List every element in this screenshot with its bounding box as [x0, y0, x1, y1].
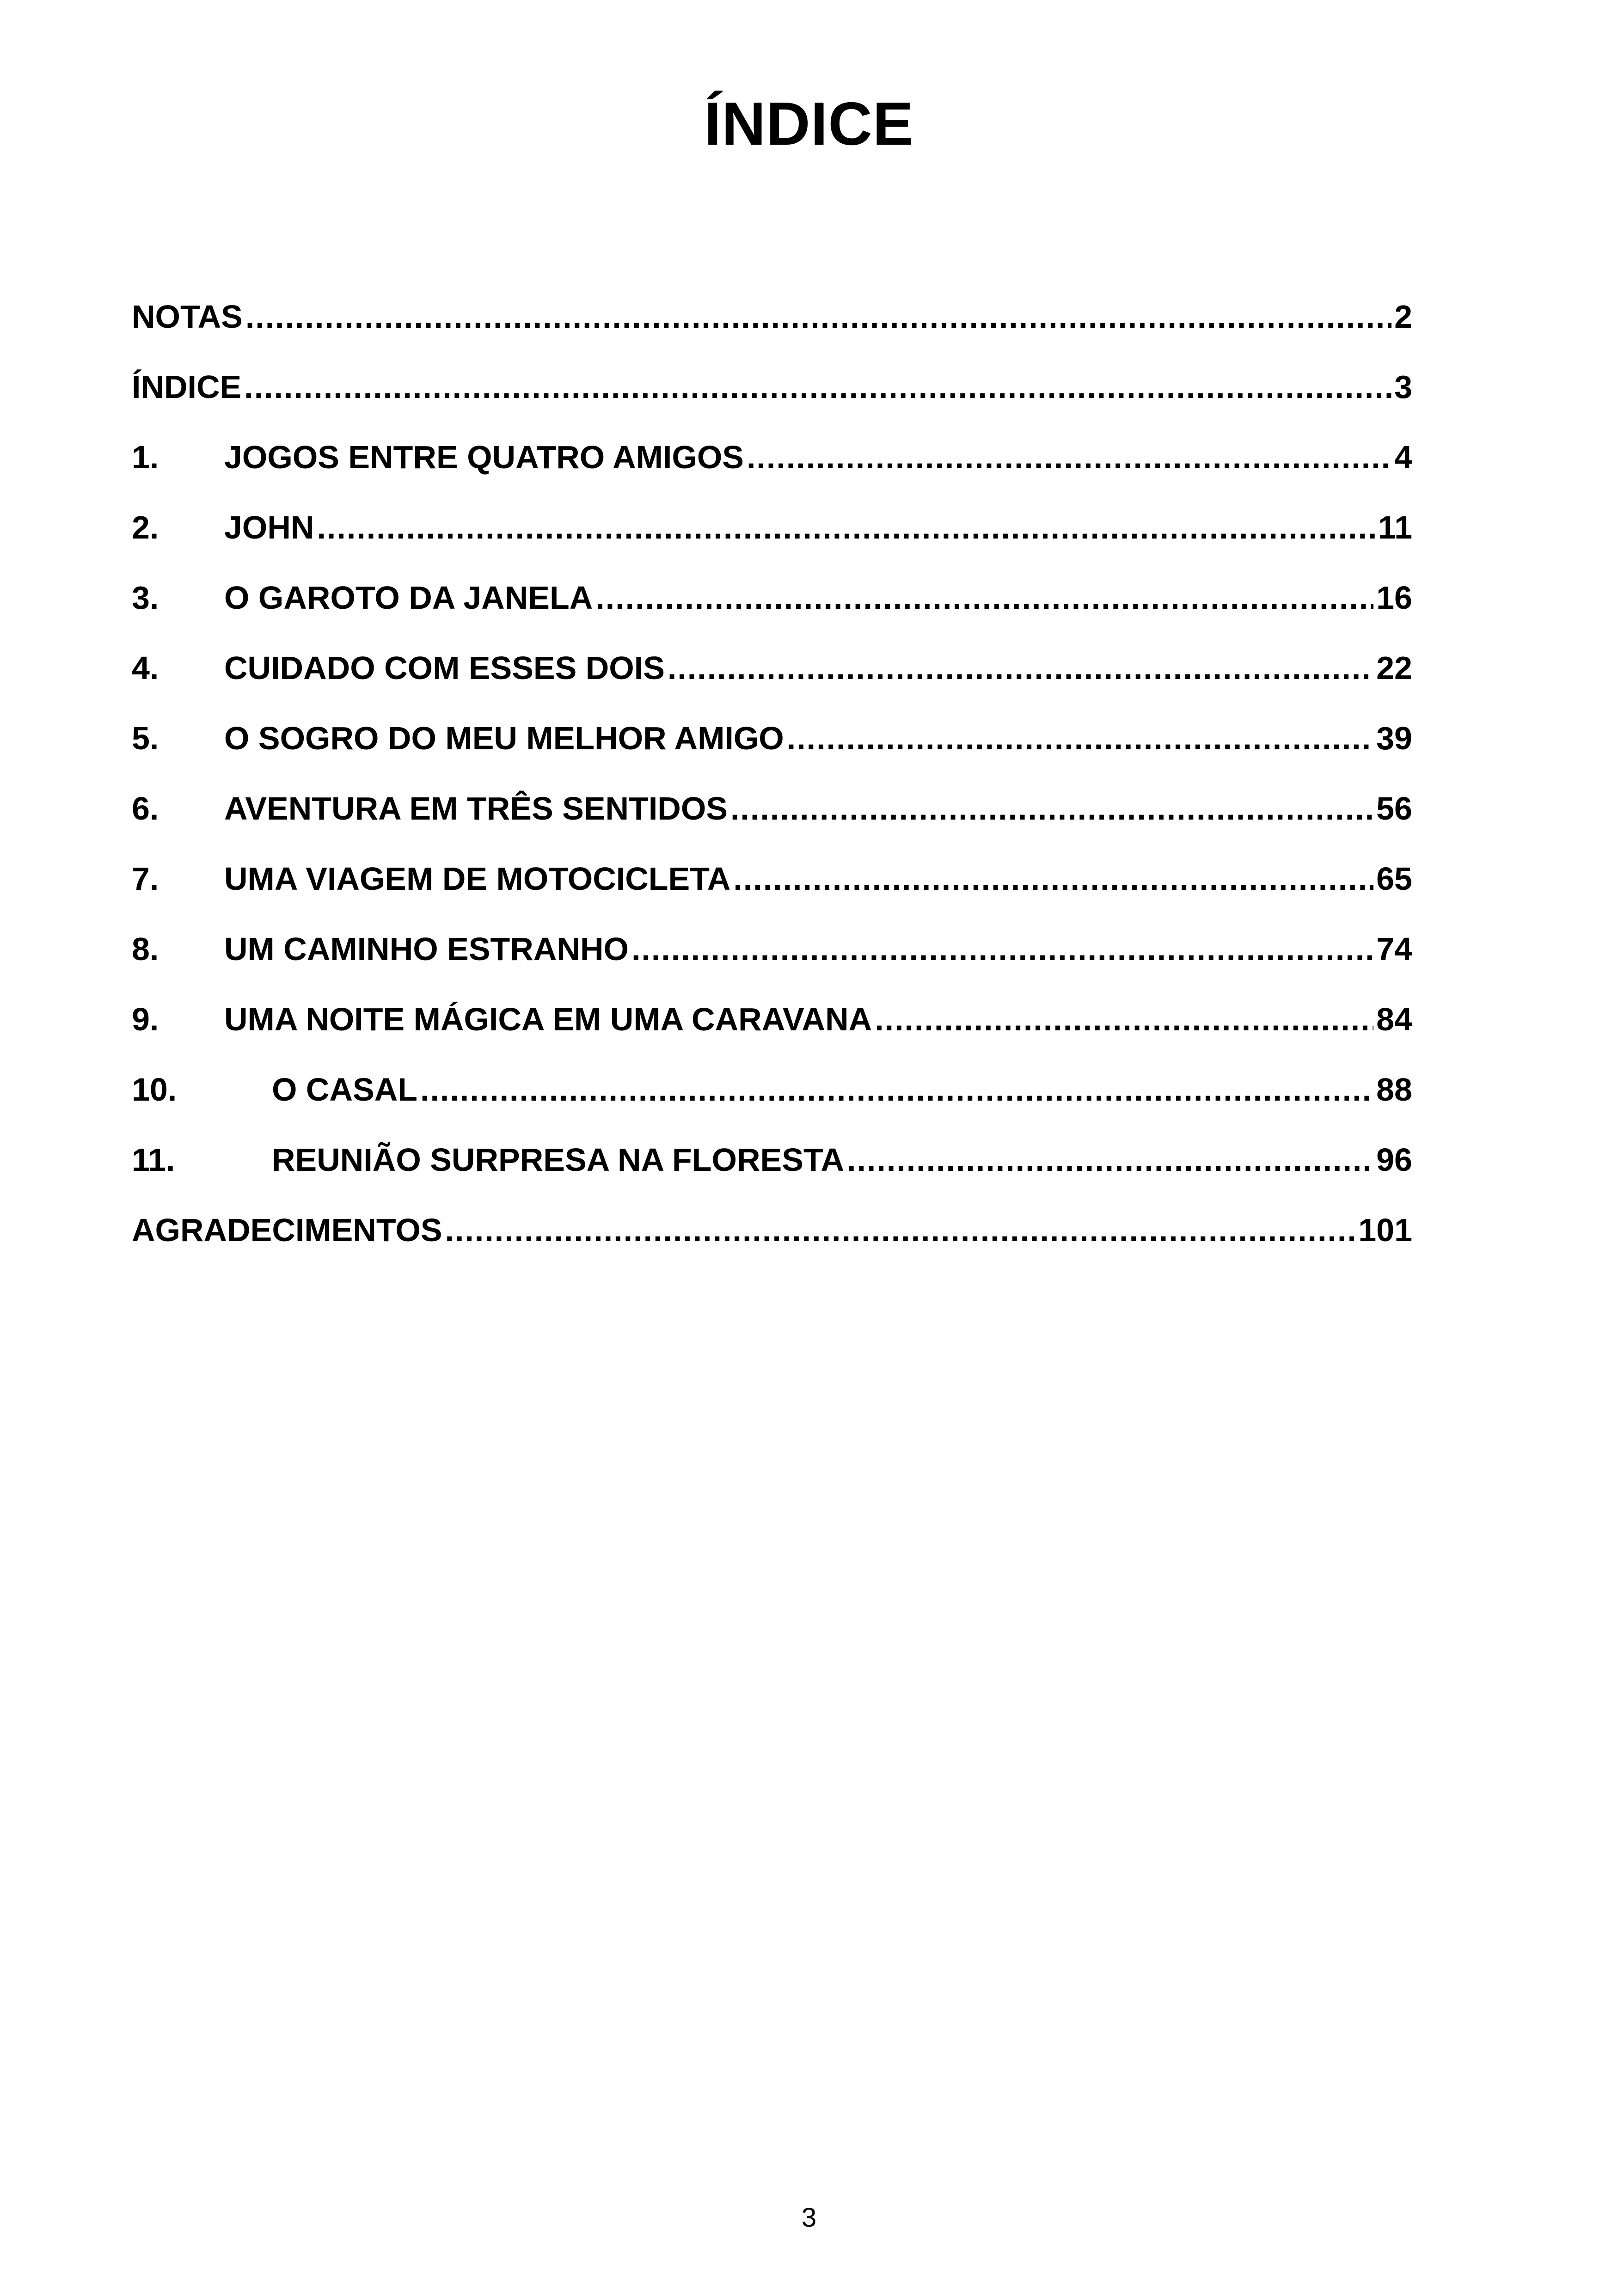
toc-entry-page: 84	[1376, 1001, 1412, 1037]
toc-entry-label: O GAROTO DA JANELA	[224, 580, 593, 616]
toc-entry-chapter-10[interactable]	[132, 1064, 1412, 1115]
dot-leader	[730, 783, 1373, 834]
toc-entry-page: 88	[1376, 1071, 1412, 1108]
toc-entry-chapter-7[interactable]	[132, 853, 1412, 904]
page-title: ÍNDICE	[704, 90, 914, 158]
toc-entry-page: 65	[1376, 861, 1412, 897]
toc-entry-label: CUIDADO COM ESSES DOIS	[224, 650, 665, 686]
dot-leader	[631, 924, 1373, 974]
toc-entry-page: 16	[1376, 580, 1412, 616]
toc-entry-page: 101	[1358, 1212, 1412, 1248]
toc-entry-label: NOTAS	[132, 299, 243, 335]
toc-entry-number: 2.	[132, 509, 159, 545]
toc-entry-page: 3	[1394, 369, 1412, 405]
toc-entry-chapter-4[interactable]	[132, 643, 1412, 693]
toc-entry-number: 9.	[132, 1001, 159, 1037]
toc-entry-chapter-3[interactable]	[132, 572, 1412, 623]
toc-entry-chapter-9[interactable]	[132, 994, 1412, 1045]
dot-leader	[317, 502, 1375, 553]
toc-entry-number: 11.	[132, 1142, 175, 1178]
toc-entry-chapter-2[interactable]	[132, 502, 1412, 553]
toc-entry-page: 56	[1376, 790, 1412, 827]
toc-entry-label: ÍNDICE	[132, 369, 242, 405]
toc-entry-number: 1.	[132, 439, 159, 475]
toc-entry-page: 4	[1394, 439, 1412, 475]
toc-entry-chapter-8[interactable]	[132, 924, 1412, 974]
toc-entry-page: 2	[1394, 299, 1412, 335]
toc-entry-agradecimentos[interactable]	[132, 1205, 1412, 1255]
dot-leader	[733, 853, 1373, 904]
toc-entry-number: 10.	[132, 1071, 177, 1108]
toc-entry-chapter-6[interactable]	[132, 783, 1412, 834]
toc-entry-page: 22	[1376, 650, 1412, 686]
toc-entry-chapter-11[interactable]	[132, 1134, 1412, 1185]
dot-leader	[445, 1205, 1356, 1255]
toc-entry-label: O SOGRO DO MEU MELHOR AMIGO	[224, 720, 784, 756]
toc-entry-label: UMA NOITE MÁGICA EM UMA CARAVANA	[224, 1001, 872, 1037]
toc-entry-indice[interactable]	[132, 361, 1412, 412]
toc-entry-page: 39	[1376, 720, 1412, 756]
toc-entry-chapter-1[interactable]	[132, 432, 1412, 483]
dot-leader	[244, 361, 1391, 412]
toc-entry-number: 8.	[132, 931, 159, 967]
toc-entry-number: 5.	[132, 720, 159, 756]
toc-entry-notas[interactable]	[132, 291, 1412, 342]
toc-entry-label: JOGOS ENTRE QUATRO AMIGOS	[224, 439, 744, 475]
toc-entry-label: REUNIÃO SURPRESA NA FLORESTA	[272, 1142, 845, 1178]
toc-entry-label: AVENTURA EM TRÊS SENTIDOS	[224, 790, 728, 827]
toc-entry-label: JOHN	[224, 509, 314, 545]
toc-entry-label: AGRADECIMENTOS	[132, 1212, 442, 1248]
toc-entry-page: 11	[1378, 509, 1412, 545]
toc-entry-label: UMA VIAGEM DE MOTOCICLETA	[224, 861, 731, 897]
page-number: 3	[801, 2203, 817, 2233]
toc-entry-page: 96	[1376, 1142, 1412, 1178]
dot-leader	[787, 713, 1373, 764]
toc-entry-label: UM CAMINHO ESTRANHO	[224, 931, 629, 967]
dot-leader	[847, 1134, 1373, 1185]
dot-leader	[668, 643, 1373, 693]
dot-leader	[875, 994, 1373, 1045]
toc-entry-label: O CASAL	[272, 1071, 417, 1108]
dot-leader	[420, 1064, 1373, 1115]
dot-leader	[747, 432, 1391, 483]
toc-entry-number: 6.	[132, 790, 159, 827]
toc-entry-chapter-5[interactable]	[132, 713, 1412, 764]
toc-entry-number: 3.	[132, 580, 159, 616]
toc-entry-page: 74	[1376, 931, 1412, 967]
dot-leader	[245, 291, 1391, 342]
toc-entry-number: 7.	[132, 861, 159, 897]
toc-entry-number: 4.	[132, 650, 159, 686]
dot-leader	[595, 572, 1373, 623]
